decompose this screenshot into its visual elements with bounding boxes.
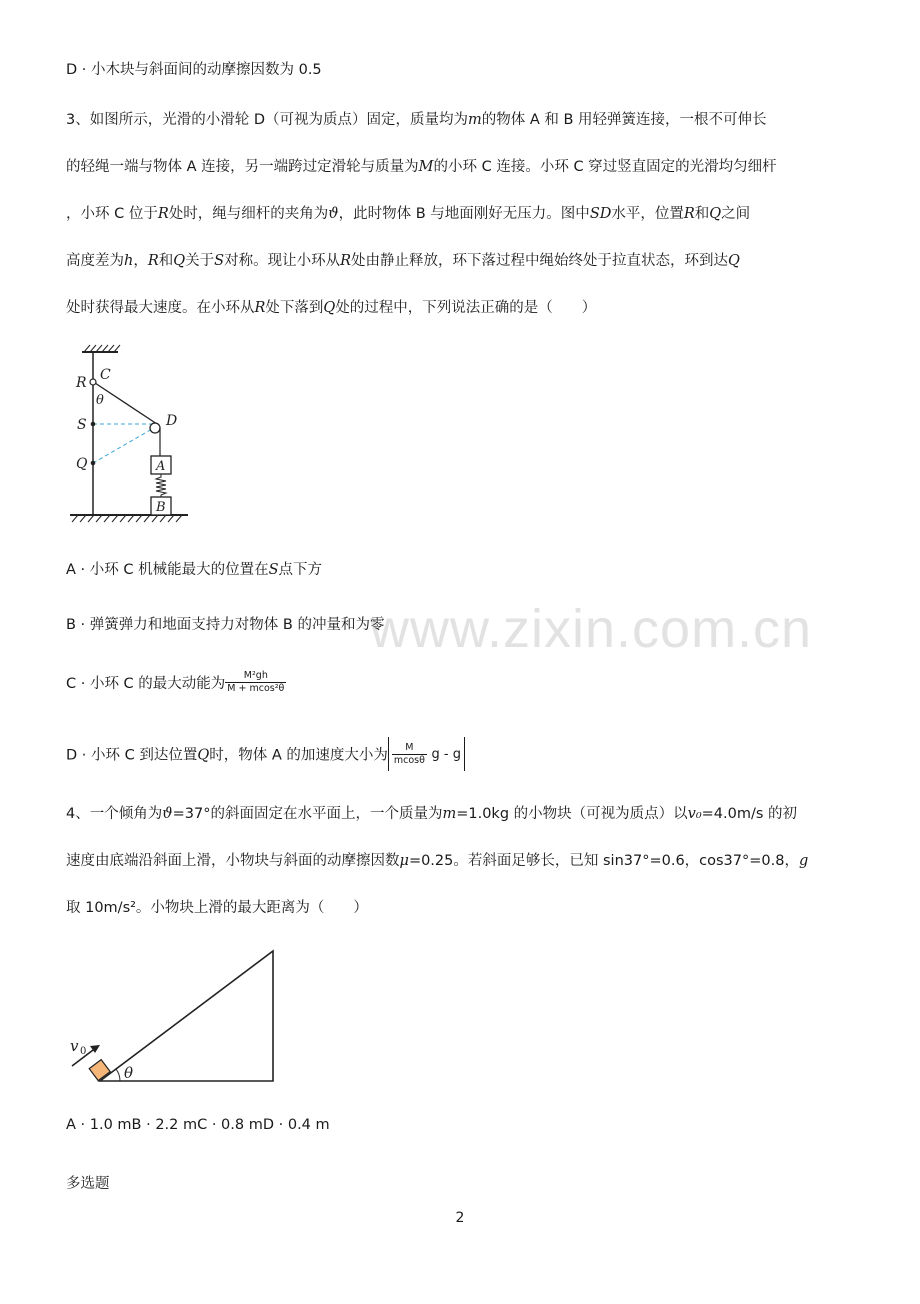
label-D: D <box>166 413 178 429</box>
option-d-absolute-value: $\frac{M}{mcos\theta}$ g - g <box>388 737 465 771</box>
label-theta: θ <box>96 393 104 408</box>
label-Q: Q <box>76 456 88 472</box>
page-number: 2 <box>455 1210 465 1226</box>
q3-line-5: 处时获得最大速度。在小环从R处下落到Q处的过程中，下列说法正确的是（ ） <box>66 300 597 316</box>
q3-line-4: 高度差为h，R和Q关于S对称。现让小环从R处由静止释放，环下落过程中绳始终处于拉直状态，环到达Q <box>66 253 740 269</box>
label-B: B <box>156 500 166 515</box>
q3-pulley-figure <box>60 340 200 525</box>
q3-option-a: A · 小环 C 机械能最大的位置在S点下方 <box>66 562 323 578</box>
q3-line-2: 的轻绳一端与物体 A 连接，另一端跨过定滑轮与质量为M的小环 C 连接。小环 C 穿过竖直固定的光滑均匀细杆 <box>66 159 777 175</box>
watermark: www.zixin.com.cn <box>370 599 813 659</box>
label-v0: v <box>70 1037 79 1055</box>
label-A: A <box>156 459 166 474</box>
section-heading-multiple-choice: 多选题 <box>66 1176 110 1192</box>
q4-line-3: 取 10m/s²。小物块上滑的最大距离为（ ） <box>66 900 368 916</box>
q4-line-2: 速度由底端沿斜面上滑，小物块与斜面的动摩擦因数μ=0.25。若斜面足够长，已知 sin37°=0.6，cos37°=0.8，g <box>66 853 809 869</box>
label-C: C <box>100 367 111 383</box>
label-S: S <box>77 417 87 433</box>
q4-line-1: 4、一个倾角为ϑ=37°的斜面固定在水平面上，一个质量为m=1.0kg 的小物块（可视为质点）以v₀=4.0m/s 的初 <box>66 806 798 822</box>
q3-option-b: B · 弹簧弹力和地面支持力对物体 B 的冲量和为零 <box>66 617 385 633</box>
q3-line-3: ，小环 C 位于R处时，绳与细杆的夹角为ϑ，此时物体 B 与地面刚好无压力。图中SD水平，位置R和Q之间 <box>66 206 751 222</box>
q2-option-d: D · 小木块与斜面间的动摩擦因数为 0.5 <box>66 62 322 78</box>
q3-option-c: C · 小环 C 的最大动能为 $\frac{\text{M²gh}}{\text{M + mcos²θ}}$ <box>66 670 285 694</box>
label-theta-q4: θ <box>124 1064 134 1082</box>
q4-options: A · 1.0 mB · 2.2 mC · 0.8 mD · 0.4 m <box>66 1117 330 1133</box>
q4-incline-figure <box>60 940 290 1090</box>
option-c-fraction: $\frac{\text{M²gh}}{\text{M + mcos²θ}}$ <box>227 670 285 694</box>
label-v0-subscript: 0 <box>80 1046 87 1057</box>
label-R: R <box>76 375 87 391</box>
q3-option-d: D · 小环 C 到达位置Q时，物体 A 的加速度大小为 $\frac{M}{mcos\theta}$ g - g <box>66 737 465 771</box>
q4-stem <box>66 791 856 932</box>
q3-stem <box>66 97 856 332</box>
q3-line-1: 3、如图所示，光滑的小滑轮 D（可视为质点）固定，质量均为m的物体 A 和 B 用轻弹簧连接，一根不可伸长 <box>66 112 767 128</box>
